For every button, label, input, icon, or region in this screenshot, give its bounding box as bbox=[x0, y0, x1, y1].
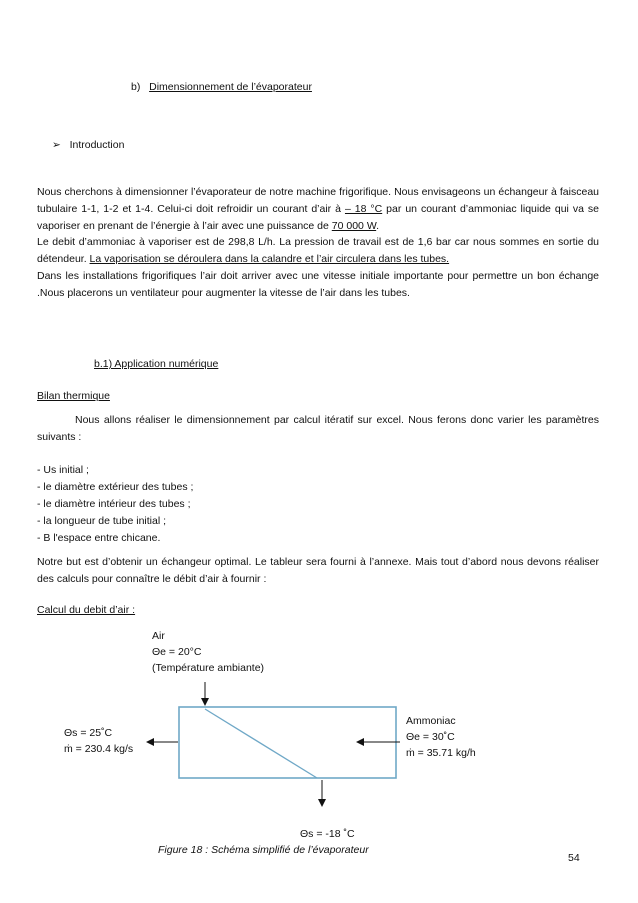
ammoniac-flow: ṁ = 35.71 kg/h bbox=[406, 747, 476, 759]
para1-power: 70 000 W bbox=[331, 219, 377, 232]
intro-label: Introduction bbox=[69, 139, 125, 151]
ammoniac-label: Ammoniac bbox=[406, 715, 456, 727]
para1-text-3: . bbox=[376, 219, 380, 232]
calc-title: Calcul du debit d’air : bbox=[37, 604, 136, 616]
ammoniac-temp: Θe = 30˚C bbox=[406, 731, 455, 743]
air-temp: Θe = 20°C bbox=[152, 646, 202, 658]
para1-line2: Le debit d’ammoniac à vaporiser est de 298,8 L/h. La pression de travail est de 1,6 bar car nous sommes en sortie du détendeur. bbox=[37, 236, 599, 266]
section-prefix: b) bbox=[131, 81, 141, 93]
ammoniac-outlet-temp: Θs = -18 ˚C bbox=[300, 828, 355, 840]
param-item-3: - le diamètre intérieur des tubes ; bbox=[37, 498, 191, 510]
subsection-title: b.1) Application numérique bbox=[94, 358, 219, 370]
para1-line3: Dans les installations frigorifiques l’air doit arriver avec une vitesse initiale importante pour permettre un bon échange .Nous placerons un ventilateur pour augmenter la vitesse de l’air dans les tubes. bbox=[37, 269, 599, 299]
bilan-paragraph: Nous allons réaliser le dimensionnement par calcul itératif sur excel. Nous ferons donc varier les paramètres suivants : bbox=[37, 414, 599, 443]
figure-caption: Figure 18 : Schéma simplifié de l’évaporateur bbox=[158, 844, 369, 856]
para1-line2-underlined: La vaporisation se déroulera dans la calandre et l’air circulera dans les tubes. bbox=[89, 253, 450, 266]
air-note: (Température ambiante) bbox=[152, 662, 265, 674]
param-item-1: - Us initial ; bbox=[37, 464, 89, 476]
para1-text-2: par un courant d’ammoniac liquide qui va se vaporiser en prenant de l’énergie à l’air avec une puissance de bbox=[37, 202, 599, 232]
air-outlet-temp: Θs = 25˚C bbox=[64, 727, 113, 739]
air-flow: ṁ = 230.4 kg/s bbox=[64, 743, 134, 755]
bullet-arrow-icon: ➢ bbox=[52, 139, 61, 151]
para1-temp: – 18 °C bbox=[344, 202, 383, 215]
param-item-2: - le diamètre extérieur des tubes ; bbox=[37, 481, 194, 493]
param-item-5: - B l'espace entre chicane. bbox=[37, 532, 161, 544]
page-number: 54 bbox=[568, 852, 580, 864]
diagonal-line bbox=[205, 709, 317, 778]
bilan-title: Bilan thermique bbox=[37, 390, 110, 402]
goal-paragraph: Notre but est d’obtenir un échangeur optimal. Le tableur sera fourni à l’annexe. Mais tout d’abord nous devons réaliser des calculs pour connaître le débit d’air à fournir : bbox=[37, 556, 599, 585]
para1-text-1: Nous cherchons à dimensionner l’évaporateur de notre machine frigorifique. Nous envisageons un échangeur à faisceau tubulaire 1-1, 1-2 et 1-4. Celui-ci doit refroidir un courant d’air à bbox=[37, 186, 599, 215]
param-item-4: - la longueur de tube initial ; bbox=[37, 515, 166, 527]
section-title: Dimensionnement de l’évaporateur bbox=[149, 81, 312, 93]
air-label: Air bbox=[152, 630, 165, 642]
